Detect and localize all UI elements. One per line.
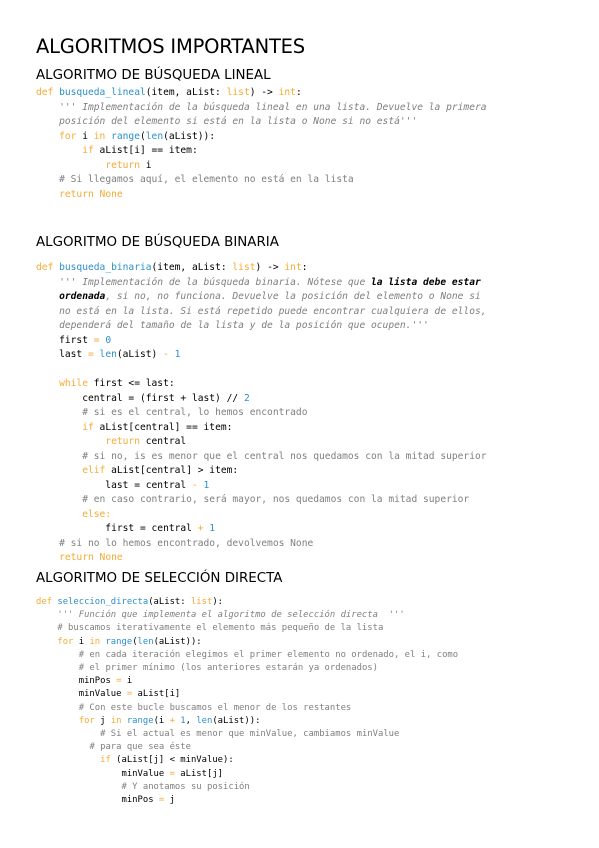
code-token: (item, aList: (151, 262, 233, 273)
code-line (36, 622, 458, 635)
code-token: : (295, 87, 302, 98)
code-token: minValue (36, 768, 170, 779)
code-token (36, 160, 105, 171)
code-token: for (59, 130, 83, 142)
code-token (36, 174, 59, 185)
code-token (36, 465, 82, 476)
code-token: busqueda_binaria (59, 262, 152, 273)
code-token (36, 436, 105, 447)
code-token (36, 494, 82, 505)
code-token: # Con este bucle buscamos el menor de los restantes (78, 702, 352, 713)
section-heading-selection-sort: ALGORITMO DE SELECCIÓN DIRECTA (36, 571, 283, 586)
code-token: list (190, 597, 213, 607)
code-token: = (126, 689, 133, 700)
code-token: ''' Implementación de la búsqueda binaria. Nótese que (59, 276, 372, 288)
code-line (36, 305, 487, 320)
code-token (36, 716, 79, 726)
code-line (36, 508, 487, 523)
code-token: return None (59, 188, 123, 200)
code-token: first <= last: (93, 378, 175, 389)
code-token (36, 509, 82, 520)
code-token: elif (82, 465, 112, 476)
code-token: first (36, 334, 94, 346)
code-line (36, 715, 458, 728)
code-line (36, 450, 487, 465)
code-token (36, 552, 59, 563)
code-token: (aList)): (212, 715, 261, 726)
code-token: in (89, 636, 106, 647)
code-token: int (278, 87, 296, 98)
code-token: ( (132, 636, 138, 647)
code-token: len (99, 349, 117, 360)
code-token: 2 (243, 392, 250, 404)
code-token: , (185, 715, 197, 726)
code-token: + (169, 715, 175, 726)
code-token: if (82, 421, 100, 433)
code-token: = (93, 334, 100, 346)
code-token: for (78, 715, 101, 726)
code-token (36, 742, 89, 752)
code-line (36, 728, 458, 741)
code-block-binary-search (36, 261, 487, 566)
code-token: i (82, 130, 94, 142)
code-token: aList[central] > item: (111, 465, 239, 476)
code-token (36, 610, 57, 620)
code-token: i (145, 159, 152, 171)
code-line (36, 435, 487, 450)
code-line (36, 86, 487, 101)
code-token: = (169, 768, 175, 779)
code-token (36, 407, 82, 418)
code-token: = (87, 349, 94, 360)
code-token: # Si llegamos aquí, el elemento no está en la lista (59, 174, 354, 185)
code-token: = (116, 676, 122, 687)
code-line (36, 479, 487, 494)
code-token: i (121, 676, 133, 687)
code-token: 0 (105, 334, 112, 346)
code-token: aList[central] == item: (99, 421, 233, 433)
code-token: = (158, 795, 165, 806)
code-token: return (105, 436, 146, 447)
code-token: aList[i] (132, 689, 181, 700)
code-line (36, 768, 458, 781)
code-token: first = central (36, 523, 198, 534)
code-token: return None (59, 552, 123, 563)
code-token: : (301, 262, 308, 273)
code-token (36, 320, 59, 331)
code-token: range (105, 636, 133, 647)
code-line (36, 406, 487, 421)
code-line (36, 334, 487, 349)
code-token: ordenada (59, 291, 106, 302)
code-token: 1 (209, 523, 216, 534)
code-token: (aList: (148, 597, 191, 607)
code-token: i (78, 636, 90, 647)
code-token: # en caso contrario, será mayor, nos quedamos con la mitad superior (82, 494, 470, 505)
code-line (36, 290, 487, 305)
section-heading-linear-search: ALGORITMO DE BÚSQUEDA LINEAL (36, 68, 271, 83)
code-token: minValue (36, 689, 127, 700)
code-line (36, 636, 458, 649)
code-token (36, 131, 59, 142)
code-token: # si no lo hemos encontrado, devolvemos None (59, 537, 314, 549)
code-token: in (110, 715, 127, 726)
code-token (36, 116, 59, 127)
code-token (36, 637, 57, 647)
code-token: return (105, 159, 146, 171)
code-token: if (100, 755, 117, 766)
code-token (36, 663, 79, 673)
code-token: # si no, is es menor que el central nos quedamos con la mitad superior (82, 450, 487, 462)
code-token (36, 306, 59, 317)
code-token: minPos (36, 795, 159, 806)
code-token (36, 451, 82, 462)
code-token: (aList)): (153, 636, 202, 647)
code-line (36, 781, 458, 794)
code-token: last (36, 349, 88, 360)
code-token: ''' Implementación de la búsqueda lineal en una lista. Devuelve la primera (59, 101, 487, 113)
code-token: while (59, 378, 94, 389)
code-token (36, 782, 122, 792)
code-token: def (36, 262, 60, 273)
code-line (36, 522, 487, 537)
code-line (36, 464, 487, 479)
code-token (36, 703, 79, 713)
code-token (36, 650, 79, 660)
code-line (36, 662, 458, 675)
code-token: # Y anotamos su posición (121, 781, 250, 792)
code-line (36, 551, 487, 566)
code-line (36, 377, 487, 392)
code-block-selection-sort (36, 596, 458, 807)
code-token: (item, aList: (145, 87, 227, 98)
code-line (36, 159, 487, 174)
code-token (36, 755, 100, 765)
code-token: ) -> (249, 87, 279, 98)
code-token: # para que sea éste (89, 742, 191, 753)
code-token: 1 (203, 479, 210, 491)
code-token: central (145, 436, 187, 447)
code-line (36, 363, 487, 378)
code-token: # buscamos iterativamente el elemento más pequeño de la lista (57, 623, 384, 634)
code-line (36, 261, 487, 276)
code-token: (aList)): (163, 130, 216, 142)
code-line (36, 649, 458, 662)
code-token: (aList) (116, 349, 164, 360)
code-line (36, 702, 458, 715)
code-line (36, 392, 487, 407)
code-token: , si no, no funciona. Devuelve la posición del elemento o None si (105, 291, 481, 302)
code-token: len (137, 636, 154, 647)
code-line (36, 130, 487, 145)
code-token: central = (first + last) // (36, 392, 244, 404)
code-token: j (164, 795, 175, 806)
code-line (36, 675, 458, 688)
code-line (36, 115, 487, 130)
code-token: list (232, 262, 256, 273)
code-token: last = central (36, 479, 192, 491)
section-heading-binary-search: ALGORITMO DE BÚSQUEDA BINARIA (36, 235, 279, 250)
code-token: int (284, 262, 302, 273)
code-token: dependerá del tamaño de la lista y de la posición que ocupen.''' (59, 320, 429, 331)
code-token: - (191, 479, 198, 491)
code-token: posición del elemento si está en la lista o None si no está''' (59, 116, 418, 127)
code-token: aList[j] (174, 768, 224, 779)
code-token: # Si el actual es menor que minValue, cambiamos minValue (100, 729, 400, 740)
code-token: ( (140, 130, 146, 142)
code-line (36, 421, 487, 436)
code-token: 1 (174, 349, 181, 360)
code-line (36, 609, 458, 622)
code-line (36, 741, 458, 754)
code-token: aList[i] == item: (99, 145, 198, 156)
code-line (36, 688, 458, 701)
code-token: ): (212, 597, 224, 607)
code-line (36, 101, 487, 116)
code-token: list (226, 87, 250, 98)
code-line (36, 754, 458, 767)
code-token: len (145, 130, 164, 142)
code-token: seleccion_directa (57, 597, 149, 607)
code-token: # si es el central, lo hemos encontrado (82, 407, 308, 418)
code-line (36, 144, 487, 159)
code-token: for (57, 636, 79, 647)
code-token: def (36, 87, 60, 98)
code-token: in (93, 130, 112, 142)
code-line (36, 188, 487, 203)
code-token: 1 (180, 715, 186, 726)
code-token: else: (82, 508, 112, 520)
code-token (36, 623, 57, 633)
code-token: # en cada iteración elegimos el primer elemento no ordenado, el i, como (78, 649, 459, 660)
code-token: no está en la lista. Si está repetido puede encontrar cualquiera de ellos, (59, 305, 487, 317)
code-token (36, 102, 59, 113)
code-line (36, 173, 487, 188)
code-token (36, 291, 59, 302)
code-block-linear-search (36, 86, 487, 202)
code-token: range (126, 715, 154, 726)
code-token: ''' Función que implementa el algoritmo de selección directa ''' (57, 610, 405, 621)
code-token: + (197, 523, 204, 534)
code-token (36, 277, 59, 288)
code-token: busqueda_lineal (59, 87, 146, 98)
code-token: len (196, 715, 213, 726)
code-line (36, 537, 487, 552)
code-token (36, 189, 59, 200)
code-token: j (100, 715, 111, 726)
code-line (36, 319, 487, 334)
code-token (36, 729, 100, 739)
code-line (36, 276, 487, 291)
code-token: - (163, 349, 169, 360)
page-title: ALGORITMOS IMPORTANTES (36, 35, 305, 58)
code-line (36, 596, 458, 609)
code-token: # el primer mínimo (los anteriores estarán ya ordenados) (78, 663, 378, 674)
code-token (36, 422, 82, 433)
code-token: minPos (36, 676, 117, 687)
code-token: la lista debe estar (371, 276, 481, 288)
code-token: (i (153, 715, 170, 726)
code-line (36, 794, 458, 807)
code-token: if (82, 145, 100, 156)
code-token (36, 378, 59, 389)
code-line (36, 493, 487, 508)
code-token: range (111, 130, 140, 142)
code-token (36, 538, 59, 549)
code-token: def (36, 597, 58, 607)
code-token: ) -> (255, 262, 285, 273)
code-token (36, 145, 82, 156)
code-token: (aList[j] < minValue): (116, 755, 234, 766)
code-line (36, 348, 487, 363)
